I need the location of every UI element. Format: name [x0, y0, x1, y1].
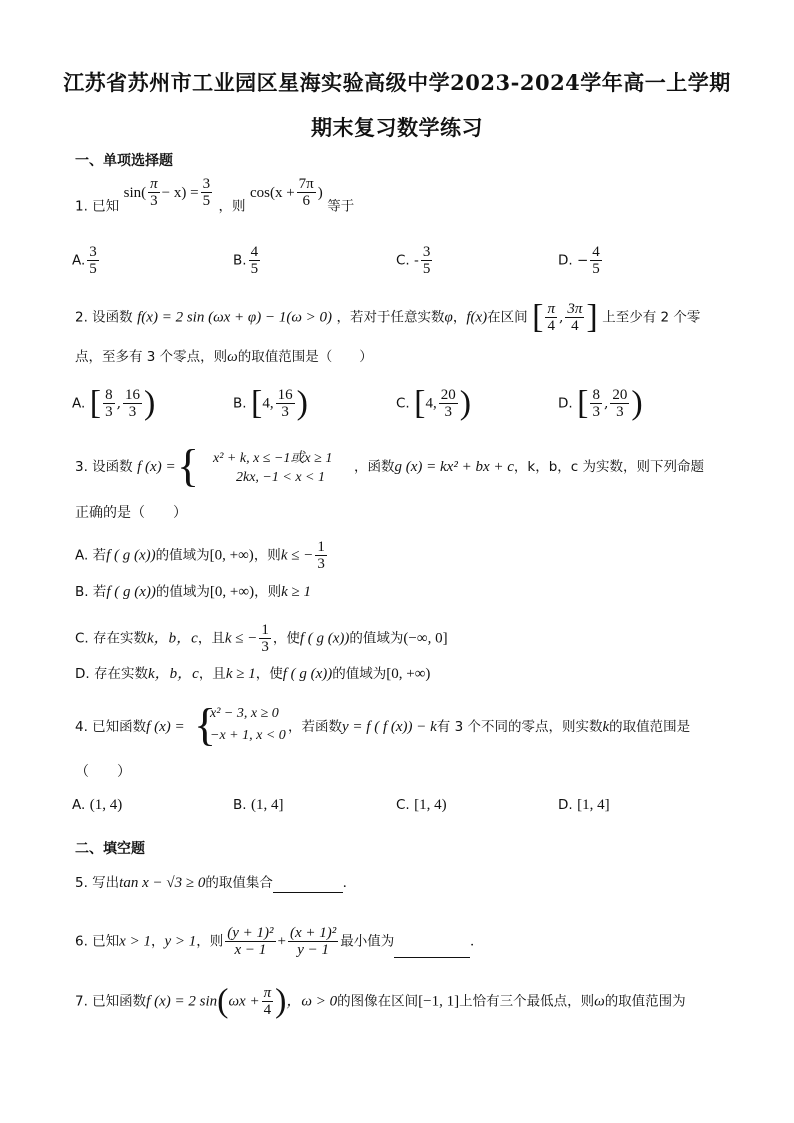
question-4: 4. 已知函数f (x) =: [75, 719, 185, 735]
question-3-tail: ，函数g (x) = kx² + bx + c，k，b，c 为实数，则下列命题: [354, 459, 705, 475]
q5-answer-blank[interactable]: [273, 878, 343, 893]
question-3: 3. 设函数 f (x) =: [75, 459, 176, 475]
question-1: 1. 已知 sin( $\frac{\pi}{3}$ − x) = $\frac{3}{5}$ ，则 cos(x + $\frac{7\pi}{6}$ ) 等于: [75, 176, 355, 215]
q3-option-c[interactable]: C. 存在实数k，b，c，且k ≤ − $\frac{1}{3}$ ，使f ( g (x))的值域为(−∞, 0]: [75, 622, 448, 655]
q1-pi-over-3: $\frac{\pi}{3}$: [150, 176, 158, 209]
q4-option-c[interactable]: C. [1, 4): [396, 797, 447, 813]
q1-three-fifths: $\frac{3}{5}$: [202, 176, 211, 209]
q3-brace: {: [177, 440, 200, 491]
question-7: 7. 已知函数f (x) = 2 sin(ωx + $\frac{\pi}{4}$ )，ω > 0的图像在区间[−1, 1]上恰有三个最低点，则ω的取值范围为: [75, 982, 686, 1020]
question-3-line2: 正确的是（ ）: [75, 505, 187, 521]
document-title-line2: 期末复习数学练习: [311, 115, 483, 140]
q1-option-b[interactable]: B. $\frac{4}{5}$: [233, 244, 259, 277]
q2-function: f(x) = 2 sin (ωx + φ) − 1(ω > 0): [137, 309, 333, 326]
q4-option-b[interactable]: B. (1, 4]: [233, 797, 284, 813]
q3-option-d[interactable]: D. 存在实数k，b，c，且k ≥ 1，使f ( g (x))的值域为[0, +∞): [75, 666, 431, 682]
question-5: 5. 写出tan x − √3 ≥ 0的取值集合 .: [75, 875, 347, 891]
q1-option-d[interactable]: D. − $\frac{4}{5}$: [558, 244, 600, 277]
q3-piece-1: x² + k, x ≤ −1或x ≥ 1: [213, 451, 333, 466]
document-title-line1: 江苏省苏州市工业园区星海实验高级中学2023-2024学年高一上学期: [63, 70, 731, 95]
q1-number: 1. 已知: [75, 198, 120, 215]
q4-brace: {: [194, 699, 217, 750]
question-6: 6. 已知x > 1，y > 1，则 $\frac{\text{(y + 1)²}}{x - 1}$ + $\frac{\text{(x + 1)²}}{y - 1}$ 最小值为 .: [75, 925, 475, 958]
q4-piece-1: x² − 3, x ≥ 0: [210, 706, 279, 721]
q4-option-a[interactable]: A. (1, 4): [72, 797, 123, 813]
q3-option-b[interactable]: B. 若f ( g (x))的值域为[0, +∞)，则k ≥ 1: [75, 584, 311, 600]
q3-piece-2: 2kx, −1 < x < 1: [236, 470, 325, 485]
q1-7pi-over-6: $\frac{7\pi}{6}$: [298, 176, 314, 209]
q2-option-d[interactable]: D. [ $\frac{8}{3}$ , $\frac{20}{3}$ ): [558, 384, 643, 422]
q4-piece-2: −x + 1, x < 0: [210, 728, 286, 743]
q1-option-a[interactable]: A. $\frac{3}{5}$: [72, 244, 97, 277]
question-4-tail: ，若函数y = f ( f (x)) − k有 3 个不同的零点，则实数k的取值范围是: [288, 719, 691, 735]
q2-option-c[interactable]: C. [4, $\frac{20}{3}$ ): [396, 384, 472, 422]
q2-option-a[interactable]: A. [ $\frac{8}{3}$ , $\frac{16}{3}$ ): [72, 384, 156, 422]
q6-answer-blank[interactable]: [394, 943, 470, 958]
q4-option-d[interactable]: D. [1, 4]: [558, 797, 610, 813]
q2-option-b[interactable]: B. [4, $\frac{16}{3}$ ): [233, 384, 308, 422]
question-2: 2. 设函数 f(x) = 2 sin (ωx + φ) − 1(ω > 0) ，若对于任意实数φ，f(x)在区间 [ $\frac{\pi}{4}$ , $\frac{3\pi}{4}$ ] 上至少有 2 个零: [75, 298, 701, 336]
q3-option-a[interactable]: A. 若f ( g (x))的值域为[0, +∞)，则k ≤ − $\frac{1}{3}$: [75, 539, 325, 572]
section-heading-fill-in: 二、填空题: [75, 841, 145, 857]
q1-option-c[interactable]: C. - $\frac{3}{5}$: [396, 244, 431, 277]
section-heading-single-choice: 一、单项选择题: [75, 153, 173, 169]
question-2-line2: 点，至多有 3 个零点，则ω的取值范围是（ ）: [75, 349, 373, 365]
question-4-line2: （ ）: [75, 764, 131, 780]
